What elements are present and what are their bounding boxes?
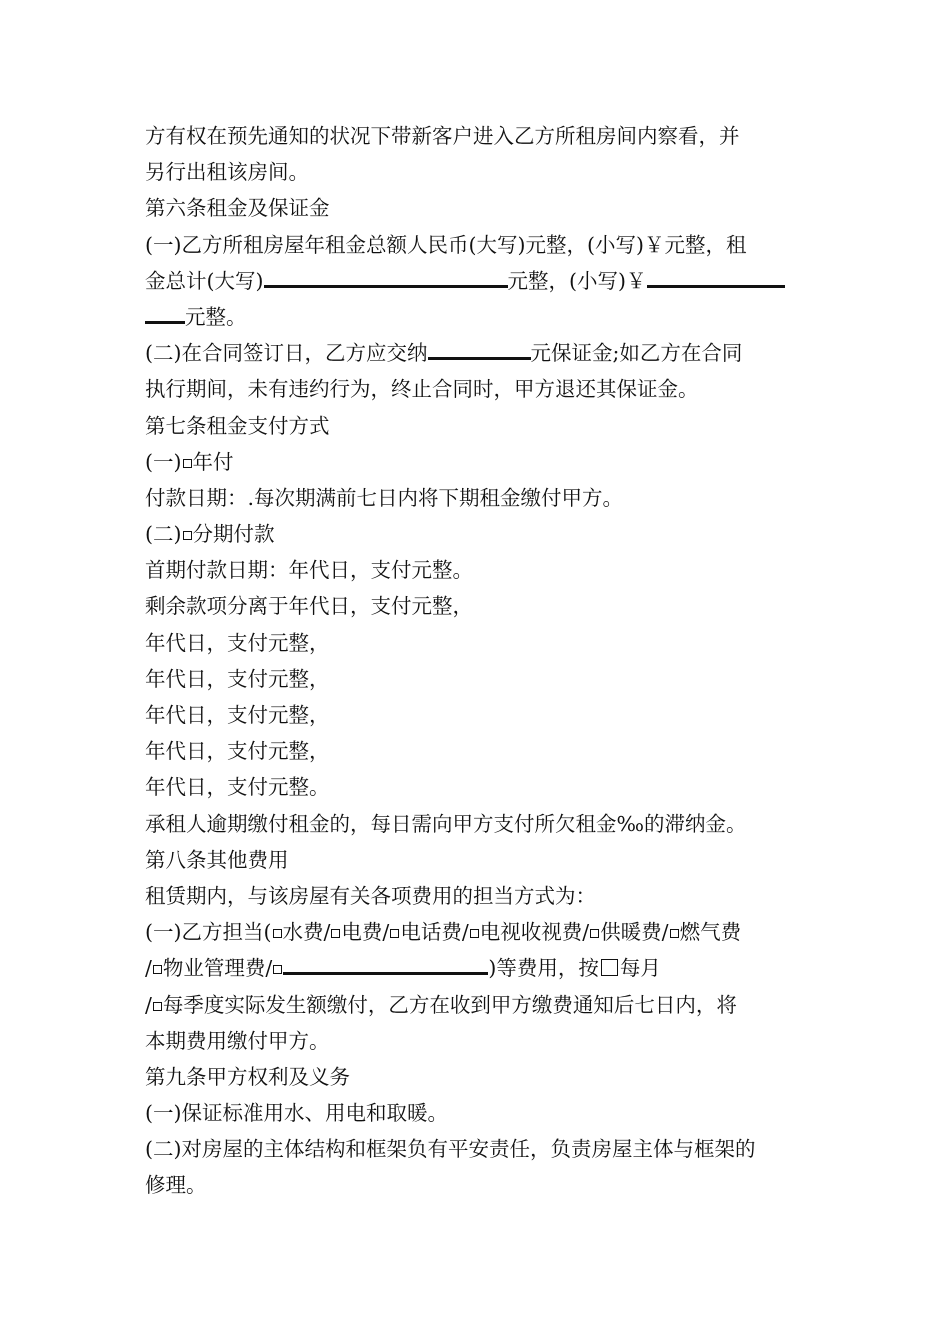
text-fragment: 分期付款 [192,522,275,547]
text-line: 方有权在预先通知的状况下带新客户进入乙方所租房间内察看，并 [145,124,740,148]
section-6-title: 第六条租金及保证金 [145,196,330,221]
section-7-title: 第七条租金支付方式 [145,413,330,438]
checkbox-icon [331,929,340,938]
text-line [145,263,815,299]
text-fragment: (二)在合同签订日，乙方应交纳 [145,341,428,366]
section-9-title: 第九条甲方权利及义务 [145,1064,350,1089]
checkbox-icon [670,929,679,938]
text-fragment: 电视收视费/ [479,920,590,945]
checkbox-icon [183,459,192,468]
checkbox-icon [390,929,399,938]
text-line: 年代日，支付元整， [145,666,330,691]
text-line [145,950,815,986]
text-fragment: 物业管理费/ [162,956,273,981]
text-line [145,335,815,371]
checkbox-icon [273,929,282,938]
text-fragment: / [145,956,152,981]
text-line: 租赁期内，与该房屋有关各项费用的担当方式为： [145,883,596,908]
text-fragment: 水费/ [282,920,331,945]
text-line [145,914,815,950]
fill-blank [647,267,785,288]
document-body [145,118,815,1204]
text-line: 承租人逾期缴付租金的，每日需向甲方支付所欠租金‰的滞纳金。 [145,811,747,836]
text-line [145,444,815,480]
text-fragment: (一) [145,449,182,474]
checkbox-icon [153,965,162,974]
text-line: (一)乙方所租房屋年租金总额人民币(大写)元整，(小写)￥元整，租 [145,232,747,257]
text-line: (一)保证标准用水、用电和取暖。 [145,1101,448,1126]
text-fragment: 电话费/ [400,920,469,945]
checkbox-icon [470,929,479,938]
text-fragment: (一)乙方担当( [145,920,272,945]
text-line: 付款日期：.每次期满前七日内将下期租金缴付甲方。 [145,485,624,510]
text-line: 年代日，支付元整， [145,703,330,727]
text-line [145,987,815,1023]
text-fragment: 元保证金;如乙方在合同 [530,341,743,366]
fill-blank [428,339,531,360]
text-fragment: 每季度实际发生额缴付，乙方在收到甲方缴费通知后七日内，将 [162,992,737,1017]
text-fragment: 元整，(小写)￥ [507,268,647,293]
fill-blank [145,303,185,324]
text-fragment: 供暖费/ [600,920,669,945]
checkbox-icon [273,965,282,974]
checkbox-icon [590,929,599,938]
text-line: 执行期间，未有违约行为，终止合同时，甲方退还其保证金。 [145,377,699,402]
fill-blank [283,954,488,975]
text-fragment: / [145,992,152,1017]
checkbox-icon [153,1002,162,1011]
text-line [145,299,815,335]
text-line: 年代日，支付元整， [145,630,330,655]
text-fragment: 每月 [619,956,661,981]
text-line: 剩余款项分离于年代日，支付元整， [145,594,473,619]
text-line: (二)对房屋的主体结构和框架负有平安责任，负责房屋主体与框架的 [145,1137,756,1162]
text-fragment: 金总计(大写) [145,268,264,293]
text-line: 本期费用缴付甲方。 [145,1028,330,1053]
checkbox-icon [601,959,618,976]
checkbox-icon [183,531,192,540]
text-line [145,516,815,552]
text-fragment: 电费/ [341,920,390,945]
text-fragment: 燃气费 [679,920,742,945]
text-line: 修理。 [145,1173,207,1198]
text-fragment: (二) [145,522,182,547]
section-8-title: 第八条其他费用 [145,847,289,872]
text-line: 年代日，支付元整， [145,739,330,764]
text-line: 年代日，支付元整。 [145,775,330,800]
text-fragment: 年付 [192,449,234,474]
text-line: 另行出租该房间。 [145,160,309,185]
text-line: 首期付款日期：年代日，支付元整。 [145,558,473,583]
fill-blank [264,267,508,288]
text-fragment: )等费用，按 [488,956,599,981]
text-fragment: 元整。 [185,304,247,329]
